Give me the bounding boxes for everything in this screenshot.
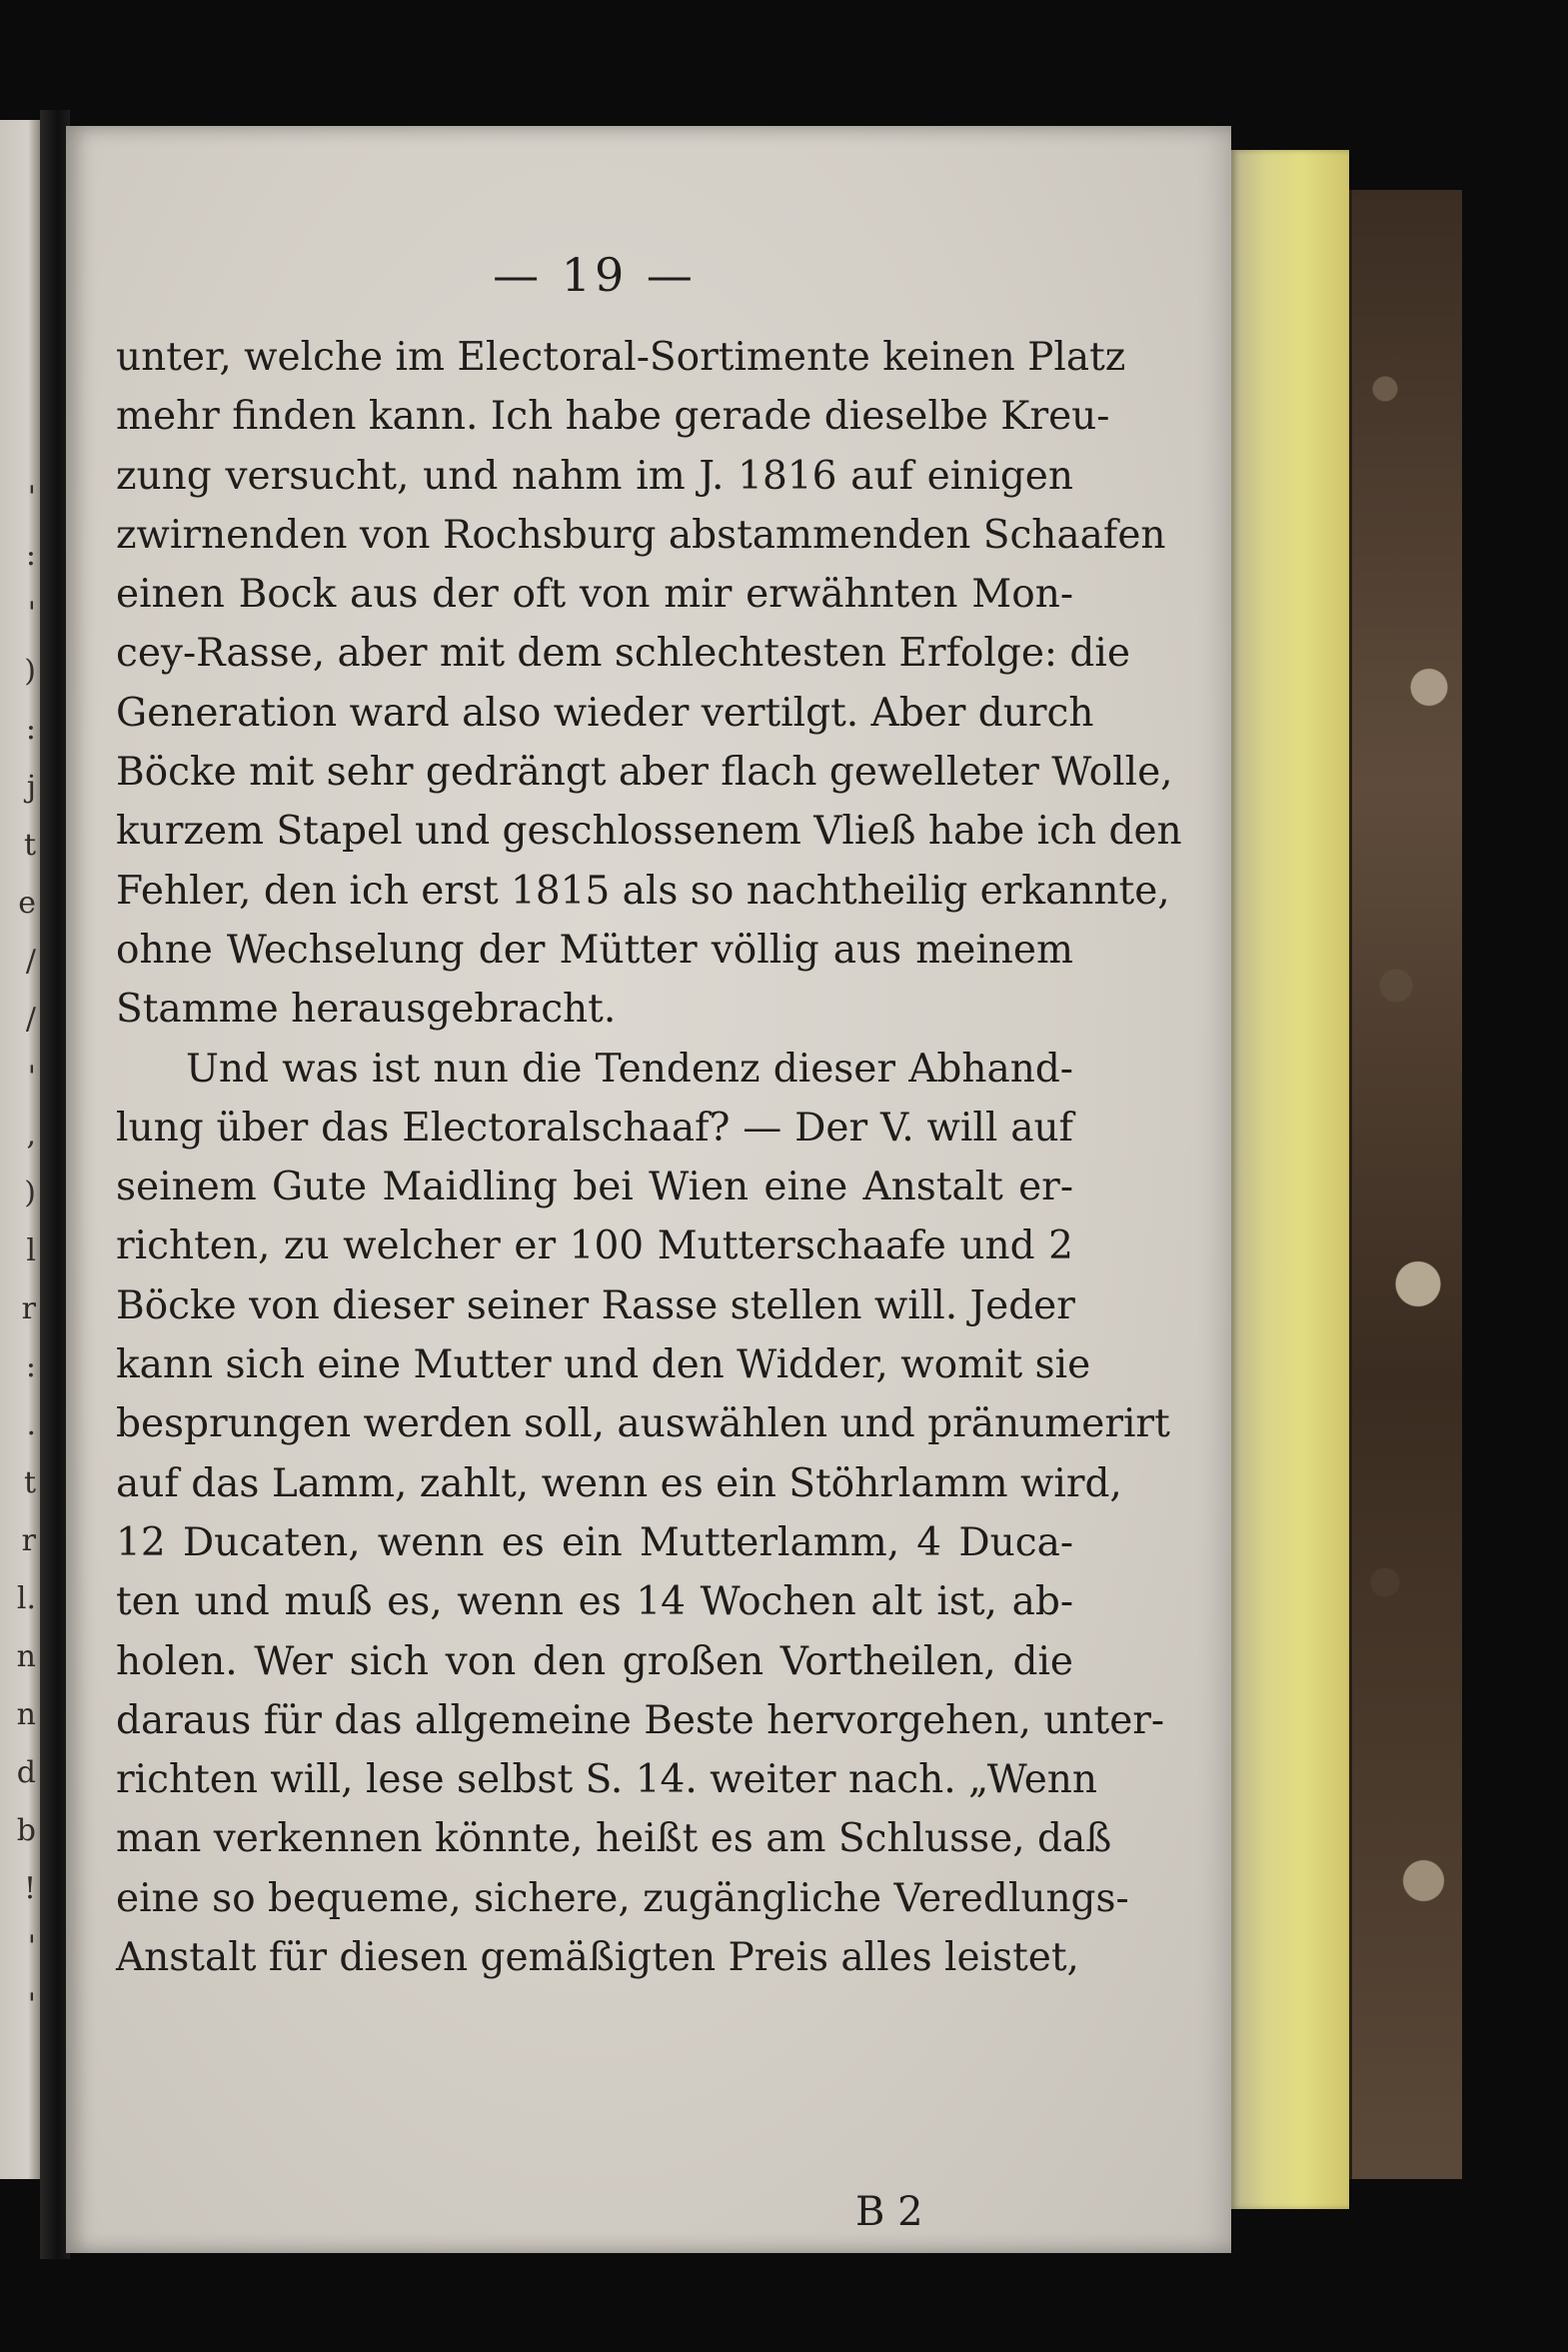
left-margin-mark: )	[24, 654, 36, 689]
left-margin-mark: j	[26, 770, 36, 805]
text-line: 12 Ducaten, wenn es ein Mutterlamm, 4 Duca-	[116, 1519, 1073, 1565]
left-margin-mark: /	[25, 1002, 36, 1037]
left-margin-mark: n	[16, 1697, 36, 1732]
left-margin-mark: :	[25, 538, 36, 573]
text-line: mehr finden kann. Ich habe gerade dieselbe Kreu-	[116, 394, 1110, 440]
text-line: cey-Rasse, aber mit dem schlechtesten Erfolge: die	[116, 631, 1130, 677]
left-margin-mark: t	[23, 828, 36, 863]
page-text-block	[116, 240, 1182, 2235]
left-margin-mark: l.	[16, 1581, 36, 1616]
left-margin-mark: d	[16, 1755, 36, 1790]
left-margin-mark: r	[21, 1523, 36, 1558]
left-margin-mark: :	[25, 712, 36, 747]
left-page-cut-text	[2, 480, 36, 2179]
text-line-paragraph-start: Und was ist nun die Tendenz dieser Abhand-	[186, 1046, 1073, 1092]
left-page-edge	[0, 120, 40, 2179]
left-margin-mark: n	[16, 1639, 36, 1674]
left-margin-mark: b	[16, 1813, 36, 1848]
left-margin-mark: '	[27, 596, 36, 631]
left-margin-mark: '	[27, 480, 36, 515]
left-margin-mark: /	[25, 944, 36, 979]
left-margin-mark: r	[21, 1291, 36, 1326]
text-line: lung über das Electoralschaaf? — Der V. will auf	[116, 1105, 1073, 1151]
text-line: kurzem Stapel und geschlossenem Vließ habe ich den	[116, 809, 1182, 855]
text-line: Generation ward also wieder vertilgt. Aber durch	[116, 690, 1094, 736]
left-margin-mark: l	[26, 1233, 36, 1268]
marbled-cover	[1349, 190, 1462, 2179]
text-line: Anstalt für diesen gemäßigten Preis alles leistet,	[116, 1935, 1079, 1981]
text-line: Fehler, den ich erst 1815 als so nachtheilig erkannte,	[116, 868, 1170, 914]
text-line: richten will, lese selbst S. 14. weiter nach. „Wenn	[116, 1757, 1098, 1803]
left-margin-mark: :	[25, 1349, 36, 1384]
text-line: zung versucht, und nahm im J. 1816 auf einigen	[116, 453, 1073, 499]
text-line: richten, zu welcher er 100 Mutterschaafe und 2	[116, 1223, 1073, 1269]
left-margin-mark: ,	[26, 1118, 36, 1153]
text-line: Böcke mit sehr gedrängt aber flach gewelleter Wolle,	[116, 750, 1173, 796]
text-line-paragraph-end: Stamme herausgebracht.	[116, 987, 617, 1033]
text-line: unter, welche im Electoral-Sortimente keinen Platz	[116, 335, 1126, 380]
left-margin-mark: )	[24, 1176, 36, 1210]
left-margin-mark: t	[23, 1465, 36, 1500]
left-margin-mark: !	[23, 1871, 36, 1906]
text-line: ten und muß es, wenn es 14 Wochen alt ist, ab-	[116, 1579, 1073, 1625]
page-number: — 19 —	[493, 248, 697, 302]
left-margin-mark: e	[18, 886, 36, 921]
text-line: besprungen werden soll, auswählen und pränumerirt	[116, 1401, 1170, 1447]
text-line: auf das Lamm, zahlt, wenn es ein Stöhrlamm wird,	[116, 1460, 1122, 1506]
left-margin-mark: .	[26, 1407, 36, 1442]
text-line: zwirnenden von Rochsburg abstammenden Schaafen	[116, 512, 1166, 558]
left-margin-mark: '	[27, 1987, 36, 2022]
left-margin-mark: '	[27, 1929, 36, 1964]
text-line: daraus für das allgemeine Beste hervorgehen, unter-	[116, 1697, 1165, 1743]
text-line: ohne Wechselung der Mütter völlig aus meinem	[116, 927, 1073, 973]
signature-mark: B 2	[855, 2189, 923, 2235]
text-line: eine so bequeme, sichere, zugängliche Veredlungs-	[116, 1875, 1129, 1921]
left-margin-mark: '	[27, 1060, 36, 1095]
text-line: kann sich eine Mutter und den Widder, womit sie	[116, 1342, 1091, 1388]
gilt-page-edges	[1231, 150, 1349, 2209]
text-line: man verkennen könnte, heißt es am Schlusse, daß	[116, 1816, 1112, 1862]
text-line: einen Bock aus der oft von mir erwähnten Mon-	[116, 572, 1073, 618]
text-line: seinem Gute Maidling bei Wien eine Anstalt er-	[116, 1165, 1073, 1210]
text-line: Böcke von dieser seiner Rasse stellen will. Jeder	[116, 1282, 1075, 1328]
text-line: holen. Wer sich von den großen Vortheilen, die	[116, 1638, 1073, 1684]
